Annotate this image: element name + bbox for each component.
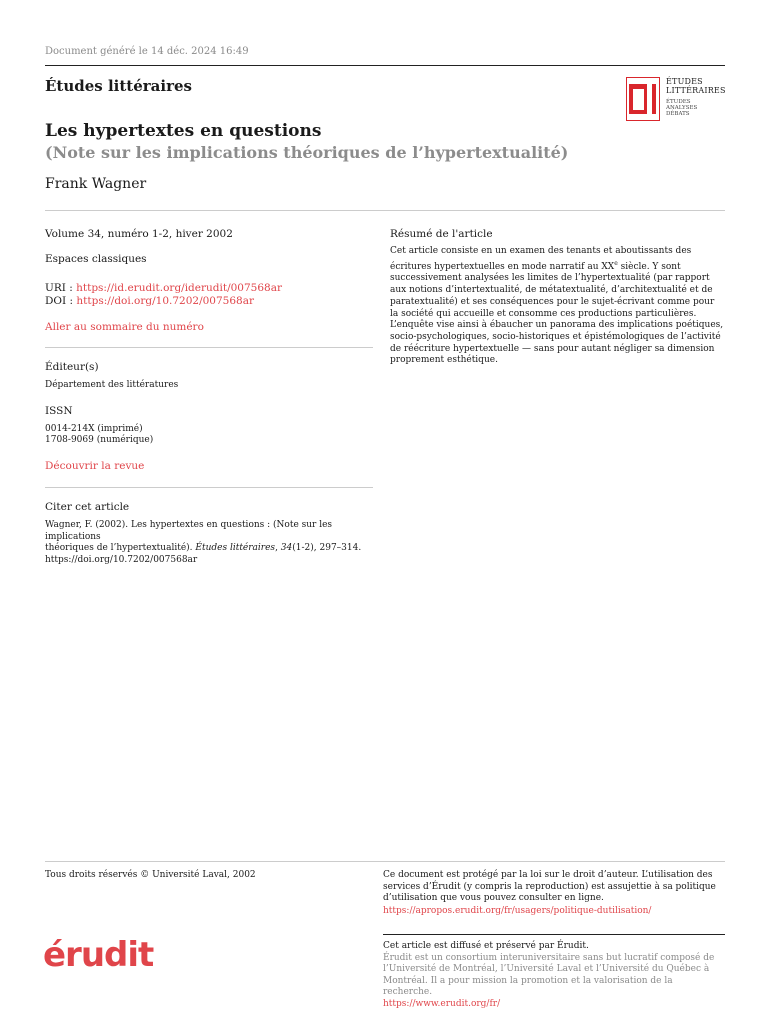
doi-line <box>45 295 254 308</box>
copyright-notice: Ce document est protégé par la loi sur le droit d’auteur. L’utilisation des services d’Érudit (y compris la reproduction) est assujettie à sa politique d’utilisation que vous pouvez consulter en ligne. https://apropos.erudit.org/fr/usagers/politique-dutilisation/ <box>383 870 718 917</box>
issue-summary-link[interactable]: Aller au sommaire du numéro <box>45 321 204 333</box>
abstract-text: Cet article consiste en un examen des tenants et aboutissants des écritures hypertextuelles en mode narratif au XXe siècle. Y sont successivement analysées les limites de l’hypertextualité (par rapport aux notions d’intertextualité, de métatextualité, d’architextualité et de paratextualité) et ses conséquences pour le sujet-écrivant comme pour la société qui accueille et consomme ces productions particulières. L’enquête vise ainsi à ébaucher un panorama des implications poétiques, socio-psychologiques, socio-historiques et épistémologiques de l’activité de réécriture hypertextuelle — sans pour autant négliger sa dimension proprement esthétique. <box>390 246 724 366</box>
publisher-heading: Éditeur(s) <box>45 361 99 373</box>
uri-label: URI : <box>45 282 77 294</box>
header-divider <box>45 210 725 211</box>
issn-digital: 1708-9069 (numérique) <box>45 435 154 445</box>
volume-info: Volume 34, numéro 1-2, hiver 2002 <box>45 228 233 240</box>
cite-heading: Citer cet article <box>45 501 130 513</box>
article-author: Frank Wagner <box>45 176 147 192</box>
consortium-text: Érudit est un consortium interuniversitaire sans but lucratif composé de l’Université de Montréal, l’Université Laval et l’Université du Québec à Montréal. Il a pour mission la promotion et la valorisation de la recherche. <box>383 952 715 997</box>
erudit-link[interactable]: https://www.erudit.org/fr/ <box>383 998 501 1009</box>
issn-heading: ISSN <box>45 405 73 417</box>
journal-logo-subtext: ÉTUDES ANALYSES DÉBATS <box>666 99 698 117</box>
section-name: Espaces classiques <box>45 253 147 265</box>
policy-link[interactable]: https://apropos.erudit.org/fr/usagers/politique-dutilisation/ <box>383 905 652 916</box>
top-divider <box>45 65 725 66</box>
left-divider-2 <box>45 487 373 488</box>
uri-link[interactable]: https://id.erudit.org/iderudit/007568ar <box>76 282 282 294</box>
erudit-logo[interactable]: érudit <box>43 935 154 975</box>
doi-link[interactable]: https://doi.org/10.7202/007568ar <box>76 295 254 307</box>
doi-label: DOI : <box>45 295 77 307</box>
journal-logo-text: ÉTUDES LITTÉRAIRES <box>666 77 726 95</box>
journal-logo[interactable] <box>626 77 730 121</box>
article-title: Les hypertextes en questions <box>45 121 322 141</box>
generated-date: Document généré le 14 déc. 2024 16:49 <box>45 46 249 57</box>
uri-line <box>45 282 282 295</box>
abstract-heading: Résumé de l'article <box>390 228 493 240</box>
journal-name[interactable]: Études littéraires <box>45 77 192 95</box>
rights-notice: Tous droits réservés © Université Laval, 2002 <box>45 870 256 880</box>
footer-divider <box>45 861 725 862</box>
diffuse-notice: Cet article est diffusé et préservé par Érudit. <box>383 941 589 951</box>
publisher-name: Département des littératures <box>45 380 179 390</box>
journal-logo-mark-icon <box>626 77 660 121</box>
footer-divider-right <box>383 934 725 935</box>
discover-journal-link[interactable]: Découvrir la revue <box>45 460 145 472</box>
article-subtitle: (Note sur les implications théoriques de l’hypertextualité) <box>45 143 569 162</box>
citation-text: Wagner, F. (2002). Les hypertextes en questions : (Note sur les implications théoriques de l’hypertextualité). Études littéraires, 34(1-2), 297–314. https://doi.org/10.7202/007568ar <box>45 520 362 565</box>
erudit-info <box>383 941 718 1010</box>
left-divider-1 <box>45 347 373 348</box>
issn-print: 0014-214X (imprimé) <box>45 424 143 434</box>
